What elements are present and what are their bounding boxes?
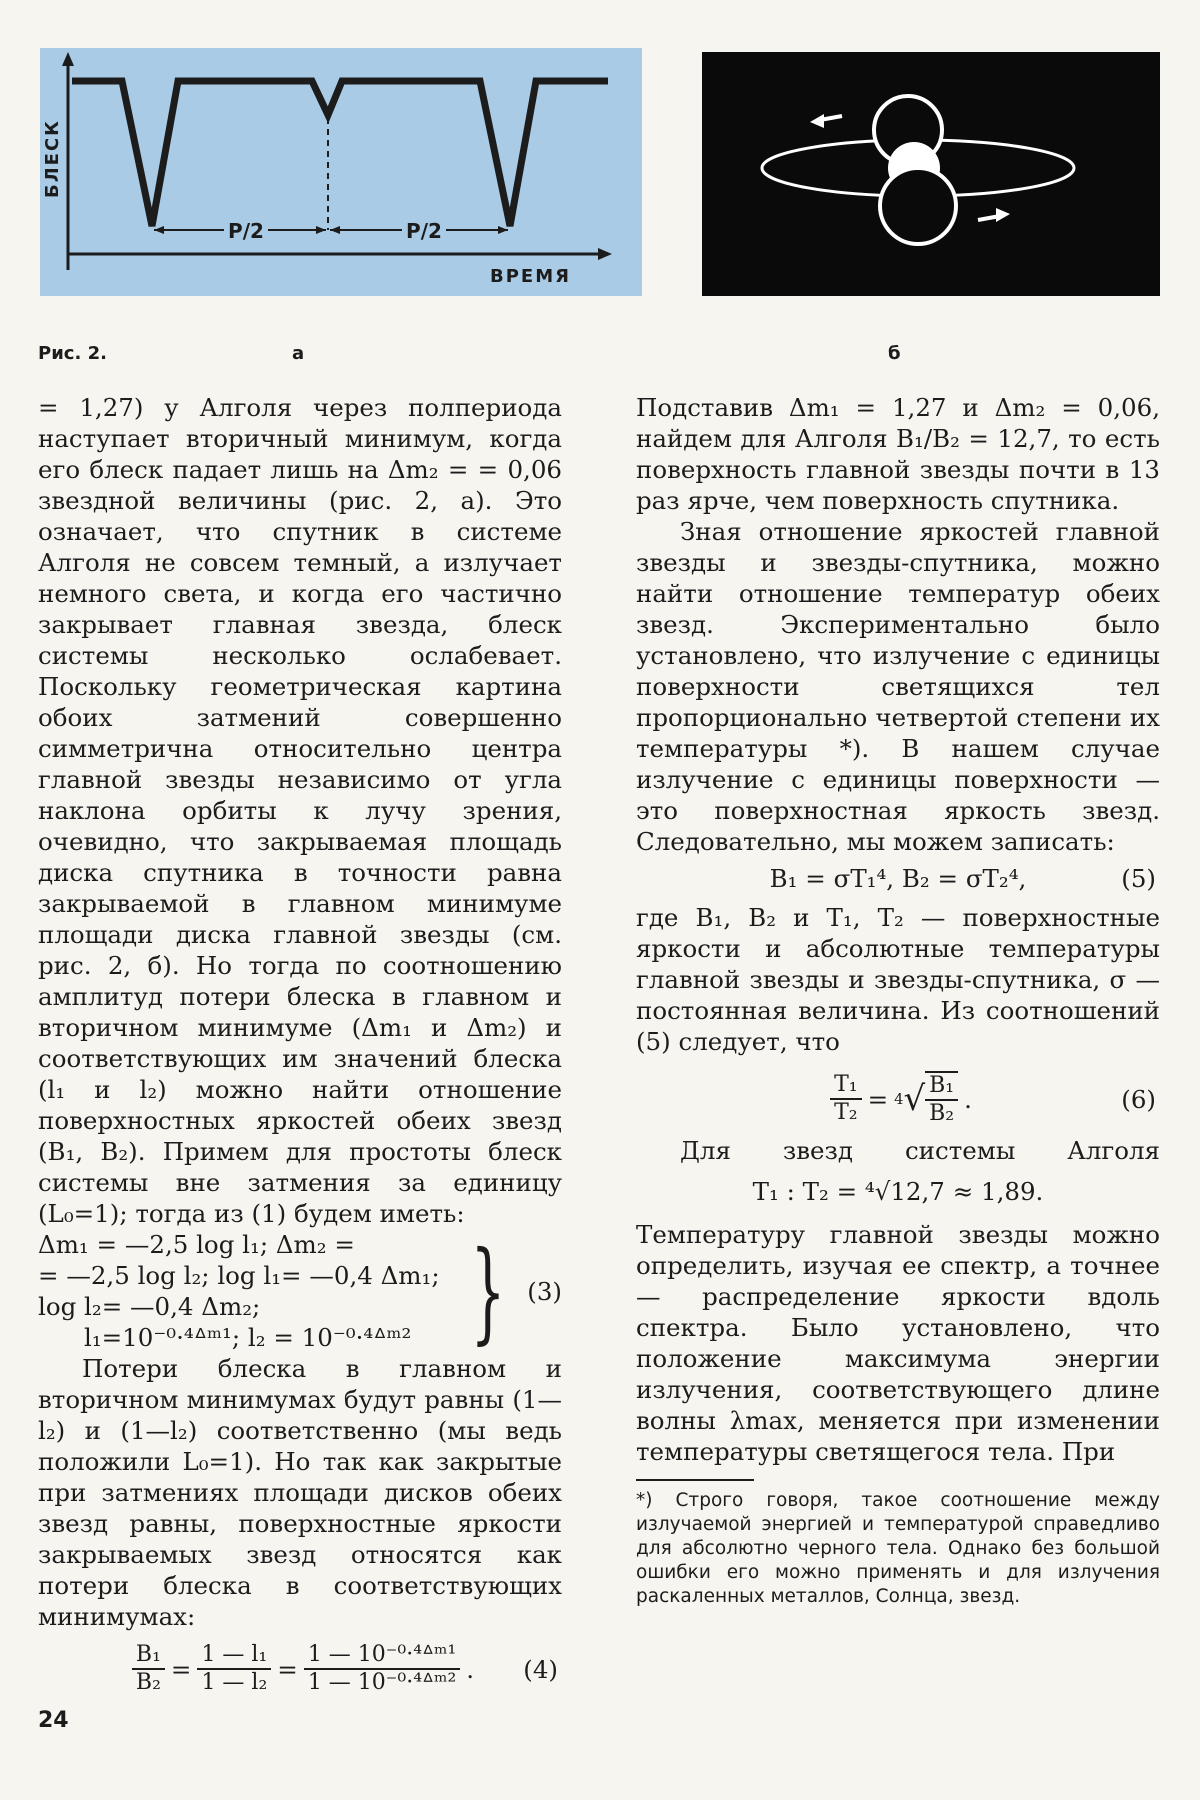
light-curve-figure <box>40 48 642 296</box>
half-period-left-label: P/2 <box>228 219 264 243</box>
right-paragraph-1: Подставив Δm₁ = 1,27 и Δm₂ = 0,06, найдем для Алголя B₁/B₂ = 12,7, то есть поверхность главной звезды почти в 13 раз ярче, чем поверхность спутника. <box>636 393 1160 515</box>
eq5-number: (5) <box>1121 864 1156 893</box>
equation-7 <box>636 1176 1160 1207</box>
eq4-mid-den: 1 — l₂ <box>201 1670 268 1695</box>
right-paragraph-5: Температуру главной звезды можно определить, изучая ее спектр, а точнее — распределение яркости вдоль спектра. Было установлено, что положение максимума энергии излучения, соответствующего длине волны λmax, меняется при изменении температуры светящегося тела. При <box>636 1220 1160 1466</box>
arrow-icon <box>154 226 164 234</box>
orbit-svg <box>702 52 1160 296</box>
eq6-rhs <box>925 1071 958 1127</box>
footnote: *) Строго говоря, такое соотношение между излучаемой энергией и температурой справедливо для абсолютно черного тела. Однако без большой ошибки его можно применять и для излучения раскаленных металлов, Солнца, звезд. <box>636 1490 1160 1607</box>
arrow-icon <box>330 226 340 234</box>
x-axis-label: ВРЕМЯ <box>490 266 571 287</box>
light-curve <box>72 81 608 226</box>
root-sign-icon: √ <box>903 1078 926 1119</box>
equation-6: $\frac{\text{T₁}}{\text{T₂}}$ = 4 √ $\frac{\text{B₁}}{\text{B₂}}$ . (6) <box>636 1071 1160 1127</box>
eq3-number: (3) <box>527 1276 562 1306</box>
arrow-right-icon <box>996 208 1010 222</box>
eq6-rhs-num: B₁ <box>925 1073 958 1101</box>
panel-a-label: а <box>292 343 305 364</box>
eq4-rhs-den: 1 — 10⁻⁰·⁴ᐞᵐ² <box>307 1670 457 1695</box>
x-axis-arrow-icon <box>598 248 612 260</box>
eq6-lhs-num: T₁ <box>830 1072 862 1100</box>
eq6-root-index: 4 <box>894 1090 904 1108</box>
eq3-line-1: Δm₁ = —2,5 log l₁; Δm₂ = <box>38 1230 355 1259</box>
eq6-rhs-den: B₂ <box>929 1101 955 1126</box>
right-paragraph-4: Для звезд системы Алголя <box>680 1136 1160 1165</box>
half-period-right-label: P/2 <box>406 219 442 243</box>
arrow-icon <box>498 226 508 234</box>
eq4-number: (4) <box>523 1654 558 1684</box>
eq3-line-2: = —2,5 log l₂; log l₁= —0,4 Δm₁; <box>38 1261 440 1290</box>
left-paragraph-1: = 1,27) у Алголя через полпериода наступает вторичный минимум, когда его блеск падает лишь на Δm₂ = = 0,06 звездной величины (рис. 2, а). Это означает, что спутник в системе Алголя не совсем темный, а излучает немного света, и когда его частично закрывает главная звезда, блеск системы несколько ослабевает. Поскольку геометрическая картина обоих затмений совершенно симметрична относительно центра главной звезды независимо от угла наклона орбиты к лучу зрения, очевидно, что закрываемая площадь диска спутника в точности равна закрываемой в главном минимуме площади диска главной звезды (см. рис. 2, б). Но тогда по соотношению амплитуд потери блеска в главном и вторичном минимуме (Δm₁ и Δm₂) и соответствующих им значений блеска (l₁ и l₂) можно найти отношение поверхностных яркостей обеих звезд (B₁, B₂). Примем для простоты блеск системы вне затмения за единицу (L₀=1); тогда из (1) будем иметь: <box>38 393 562 1228</box>
y-axis-arrow-icon <box>62 52 74 66</box>
equation-5 <box>636 863 1160 894</box>
right-paragraph-2: Зная отношение яркостей главной звезды и звезды-спутника, можно найти отношение температур обеих звезд. Экспериментально было установлено, что излучение с единицы поверхности светящихся тел пропорционально четвертой степени их температуры *). В нашем случае излучение с единицы поверхности — это поверхностная яркость звезд. Следовательно, мы можем записать: <box>636 517 1160 856</box>
eq4-lhs-den: B₂ <box>135 1670 161 1695</box>
eq7-formula: T₁ : T₂ = ⁴√12,7 ≈ 1,89. <box>752 1177 1044 1206</box>
left-column <box>38 392 562 1700</box>
arrow-left-icon <box>810 114 824 128</box>
orbit-figure <box>702 52 1160 296</box>
eq4-rhs-num: 1 — 10⁻⁰·⁴ᐞᵐ¹ <box>304 1642 460 1670</box>
figure-caption: Рис. 2. <box>38 343 107 364</box>
panel-b-label: б <box>888 343 901 364</box>
y-axis-label: БЛЕСК <box>42 119 63 198</box>
eq4-mid-num: 1 — l₁ <box>197 1642 271 1670</box>
right-column <box>636 392 1160 1609</box>
arrow-icon <box>316 226 326 234</box>
brace: } <box>470 1227 506 1355</box>
equation-4: $\frac{\text{B₁}}{\text{B₂}}$ = $\frac{\text{1 — l₁}}{\text{1 — l₂}}$ = $\frac{\text{1 — 10⁻⁰·⁴ᐞᵐ¹}}{\text{1 — 10⁻⁰·⁴ᐞᵐ²}}$ . (4) <box>38 1642 562 1696</box>
page-number: 24 <box>38 1708 69 1733</box>
eq3-line-4: l₁=10⁻⁰·⁴ᐞᵐ¹; l₂ = 10⁻⁰·⁴ᐞᵐ² <box>84 1323 412 1352</box>
right-paragraph-3: где B₁, B₂ и T₁, T₂ — поверхностные яркости и абсолютные температуры главной звезды и звезды-спутника, σ — постоянная величина. Из соотношений (5) следует, что <box>636 903 1160 1056</box>
eq5-formula: B₁ = σT₁⁴, B₂ = σT₂⁴, <box>769 864 1027 893</box>
eq4-mid <box>197 1642 271 1696</box>
eq6-lhs-den: T₂ <box>834 1100 858 1125</box>
eq3-line-3: log l₂= —0,4 Δm₂; <box>38 1292 261 1321</box>
light-curve-svg <box>40 48 642 296</box>
eq4-lhs <box>132 1642 165 1696</box>
eq6-number: (6) <box>1121 1084 1156 1114</box>
left-paragraph-2: Потери блеска в главном и вторичном минимумах будут равны (1—l₂) и (1—l₂) соответственно (мы ведь положили L₀=1). Но так как закрытые при затмениях площади дисков обеих звезд равны, поверхностные яркости закрываемых звезд относятся как потери блеска в соответствующих минимумах: <box>38 1354 562 1631</box>
eq6-lhs <box>830 1072 862 1126</box>
footnote-divider <box>636 1479 754 1481</box>
eq4-lhs-num: B₁ <box>132 1642 165 1670</box>
main-star <box>880 168 956 244</box>
eq4-rhs <box>304 1642 460 1696</box>
equation-3 <box>38 1229 562 1353</box>
